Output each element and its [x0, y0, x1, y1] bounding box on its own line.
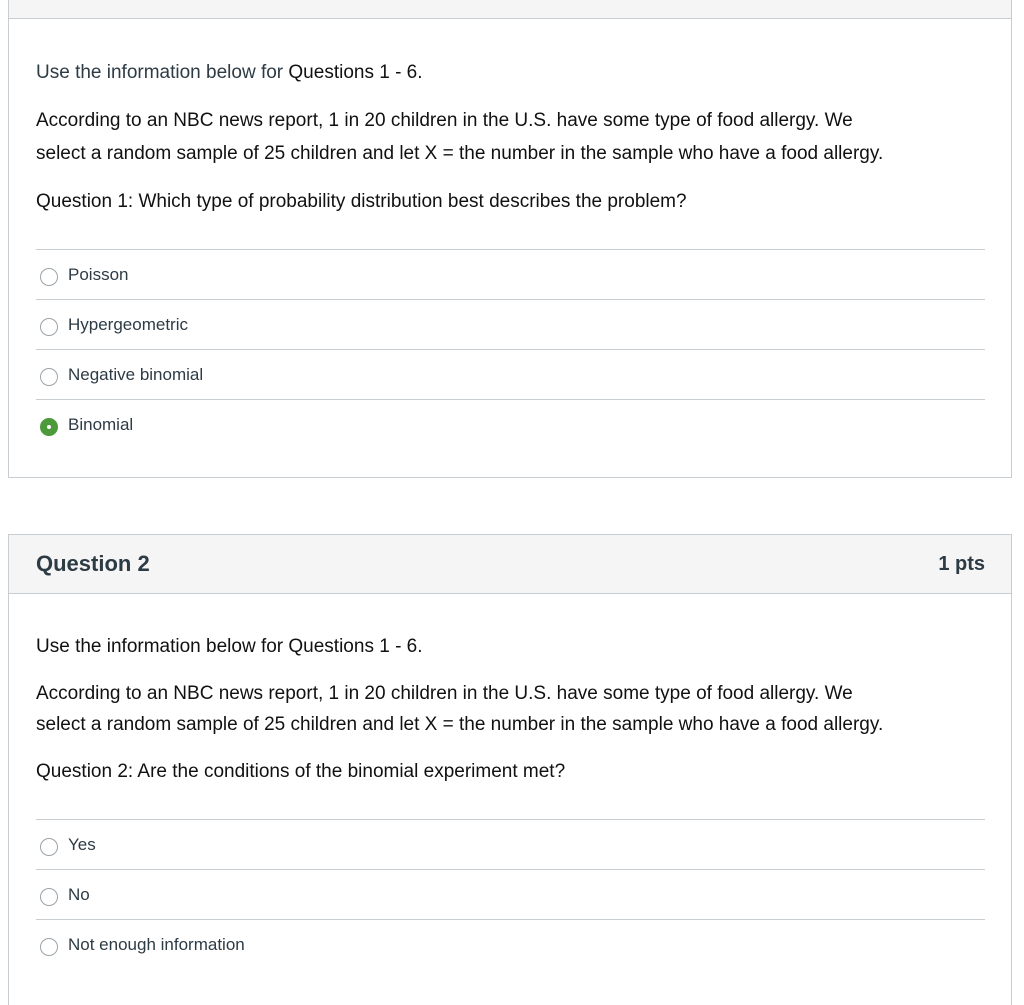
answer-label: Hypergeometric — [68, 314, 188, 334]
intro-prefix: Use the information below for — [36, 62, 284, 83]
radio-poisson[interactable] — [40, 268, 58, 286]
answer-not-enough-information[interactable] — [36, 919, 985, 969]
question-2-answers — [36, 819, 985, 969]
answer-no[interactable] — [36, 869, 985, 919]
radio-binomial-selected[interactable] — [40, 418, 58, 436]
answer-label: Binomial — [68, 414, 134, 434]
answer-hypergeometric[interactable] — [36, 299, 985, 349]
answer-yes[interactable] — [36, 819, 985, 869]
question-2-prompt: Question 2: Are the conditions of the binomial experiment met? — [36, 761, 566, 782]
question-2-paragraph-line1: According to an NBC news report, 1 in 20 children in the U.S. have some type of food allergy. We — [36, 683, 853, 704]
answer-label: No — [68, 884, 90, 904]
question-1-answers — [36, 249, 985, 449]
answer-label: Yes — [68, 834, 96, 854]
question-1-paragraph-line1: According to an NBC news report, 1 in 20 children in the U.S. have some type of food allergy. We — [36, 110, 853, 131]
question-2-header — [9, 535, 1011, 594]
question-1-card — [8, 0, 1012, 478]
answer-label: Not enough information — [68, 934, 245, 954]
question-1-header — [9, 0, 1011, 19]
question-2-paragraph-line2: select a random sample of 25 children and let X = the number in the sample who have a food allergy. — [36, 714, 884, 735]
answer-negative-binomial[interactable] — [36, 349, 985, 399]
question-1-body — [9, 56, 1011, 449]
answer-binomial[interactable] — [36, 399, 985, 449]
question-title: Question 2 — [36, 551, 150, 576]
question-points: 1 pts — [938, 552, 985, 575]
intro-suffix: Questions 1 - 6. — [288, 62, 423, 83]
answer-label: Negative binomial — [68, 364, 204, 384]
radio-not-enough-information[interactable] — [40, 938, 58, 956]
question-1-prompt: Question 1: Which type of probability distribution best describes the problem? — [36, 191, 687, 212]
answer-poisson[interactable] — [36, 249, 985, 299]
question-2-body — [9, 630, 1011, 969]
radio-no[interactable] — [40, 888, 58, 906]
question-1-intro — [36, 56, 985, 89]
question-2-intro: Use the information below for Questions 1 - 6. — [36, 636, 423, 657]
radio-yes[interactable] — [40, 838, 58, 856]
radio-hypergeometric[interactable] — [40, 318, 58, 336]
radio-negative-binomial[interactable] — [40, 368, 58, 386]
question-2-card — [8, 534, 1012, 1005]
question-1-paragraph-line2: select a random sample of 25 children and let X = the number in the sample who have a food allergy. — [36, 143, 884, 164]
answer-label: Poisson — [68, 264, 129, 284]
